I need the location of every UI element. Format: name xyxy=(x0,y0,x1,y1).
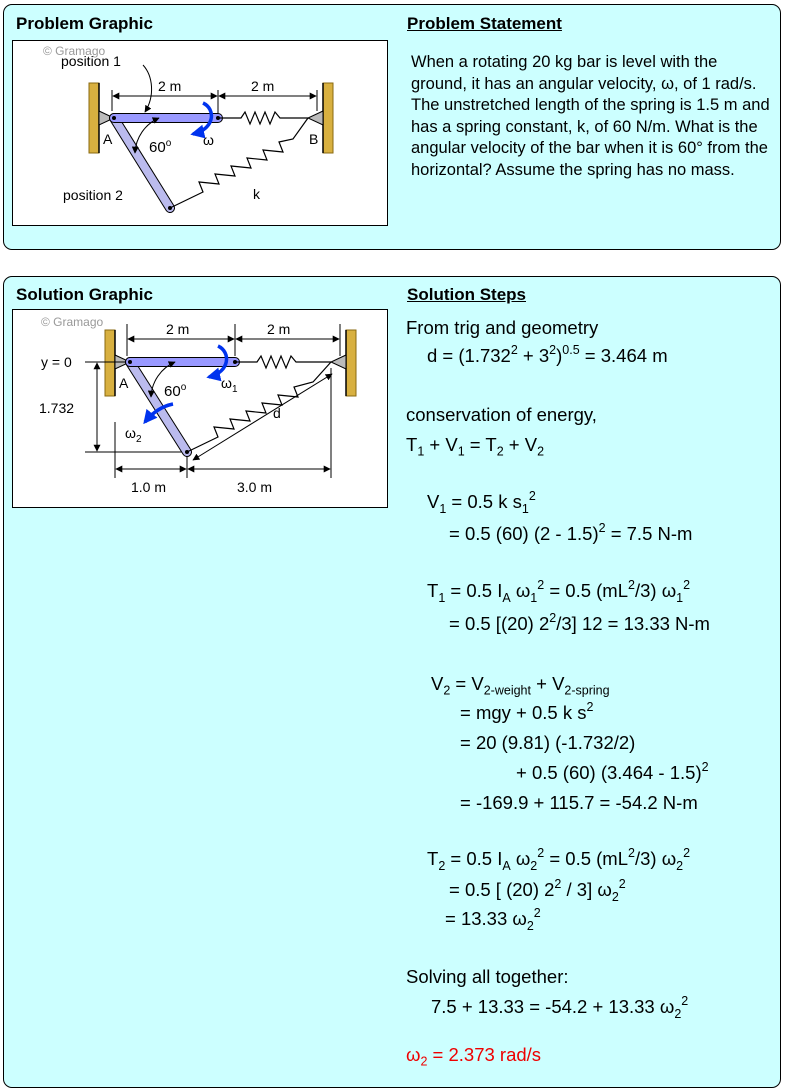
omega-label: ω xyxy=(203,132,214,148)
solution-diagram xyxy=(13,310,386,506)
step-v2-e: = -169.9 + 115.7 = -54.2 N-m xyxy=(460,792,698,813)
problem-diagram xyxy=(13,41,386,224)
right-wall xyxy=(323,83,333,153)
d-label: d xyxy=(273,405,281,421)
copyright-text-2: © Gramago xyxy=(41,315,104,329)
problem-statement-text: When a rotating 20 kg bar is level with the ground, it has an angular velocity, ω, of 1 rad/s. The unstretched length of the spring is 1.5 m and has a spring constant, k, of 60 N/m. What is the angular velocity of the bar when it is 60° from the horizontal? Assume the spring has no mass. xyxy=(411,53,770,179)
spring-position-1-sol xyxy=(235,356,331,368)
step-v2-b: = mgy + 0.5 k $s^2$ xyxy=(460,700,594,724)
step-v2-d: + 0.5 (60) (3.464 - 1.5)$^2$ xyxy=(516,760,709,784)
angle-label-2: 60$^o$ xyxy=(164,382,187,400)
label-a-2: A xyxy=(119,375,129,391)
step-solve-intro: Solving all together: xyxy=(406,966,569,987)
solution-steps-title: Solution Steps xyxy=(407,285,526,304)
step-energy-intro: conservation of energy, xyxy=(406,404,597,425)
label-b: B xyxy=(309,131,319,147)
height-label: 1.732 xyxy=(39,400,75,416)
position-1-pointer xyxy=(143,65,152,112)
position-1-label: position 1 xyxy=(61,53,121,69)
dim-left-label: 2 m xyxy=(158,78,182,94)
problem-statement-title: Problem Statement xyxy=(407,14,562,33)
dim-right-label: 2 m xyxy=(251,78,275,94)
problem-figure xyxy=(12,40,388,226)
step-t2-c: = 13.33 $\omega_2^2$ xyxy=(445,906,541,933)
problem-graphic-title: Problem Graphic xyxy=(16,14,153,33)
step-solve-equation: 7.5 + 13.33 = -54.2 + 13.33 $\omega_2^2$ xyxy=(431,994,689,1021)
left-wall-2 xyxy=(105,330,115,396)
y0-label: y = 0 xyxy=(41,354,72,370)
dim-bottom-right-label: 3.0 m xyxy=(237,479,273,495)
solution-figure xyxy=(12,309,388,508)
step-t2-b: = 0.5 [ (20) $2^2 / 3$] $\omega_2^2$ xyxy=(449,877,626,904)
angle-label: 60$^o$ xyxy=(149,138,172,156)
step-d-equation: $d = (1.732^2 + 3^2)^{0.5} = 3.464$ m xyxy=(427,343,668,367)
step-v1-b: = 0.5 (60) (2 - 1.5)$^2$ = 7.5 N-m xyxy=(449,521,693,545)
d-dimension-line xyxy=(193,374,332,460)
step-t2-a: $T_2 = 0.5$ $I_A$ $\omega_2^2 = 0.5$ $(mL^2/3)$ $\omega_2^2$ xyxy=(427,846,691,873)
dim-left-label-2: 2 m xyxy=(166,321,190,337)
final-answer: $\omega_2 = 2.373$ rad/s xyxy=(406,1044,542,1069)
right-wall-2 xyxy=(346,330,356,396)
copyright-text: © Gramago xyxy=(43,44,106,58)
dim-bottom-left-label: 1.0 m xyxy=(131,479,167,495)
pivot-b xyxy=(308,111,323,125)
position-2-label: position 2 xyxy=(63,187,123,203)
step-trig-intro: From trig and geometry xyxy=(406,317,599,338)
left-wall xyxy=(89,83,99,153)
pivot-b-2 xyxy=(331,355,346,369)
spring-k-label: k xyxy=(253,186,260,202)
step-t1-b: = 0.5 [(20) $2^2/3$] 12 = 13.33 N-m xyxy=(449,611,710,635)
dim-right-label-2: 2 m xyxy=(267,321,291,337)
step-v2-c: = 20 (9.81) (-1.732/2) xyxy=(460,732,636,753)
step-t1-a: $T_1 = 0.5$ $I_A$ $\omega_1^2 = 0.5$ $(mL^2/3)$ $\omega_1^2$ xyxy=(427,578,691,605)
problem-panel xyxy=(3,4,781,250)
solution-graphic-title: Solution Graphic xyxy=(16,285,153,304)
spring-position-1 xyxy=(218,112,308,124)
step-v2-a: $V_2 = V_{2-weight} + V_{2-spring}$ xyxy=(431,673,610,698)
step-v1-a: $V_1 = 0.5$ k $s_1^2$ xyxy=(427,489,536,516)
spring-position-2-sol xyxy=(187,362,331,452)
label-a: A xyxy=(103,131,113,147)
solution-panel xyxy=(3,276,781,1088)
omega1-label: $\omega_1$ xyxy=(221,375,238,395)
step-energy-equation: $T_1 + V_1 = T_2 + V_2$ xyxy=(406,434,545,459)
spring-position-2 xyxy=(170,118,308,208)
omega2-label: $\omega_2$ xyxy=(125,425,142,445)
